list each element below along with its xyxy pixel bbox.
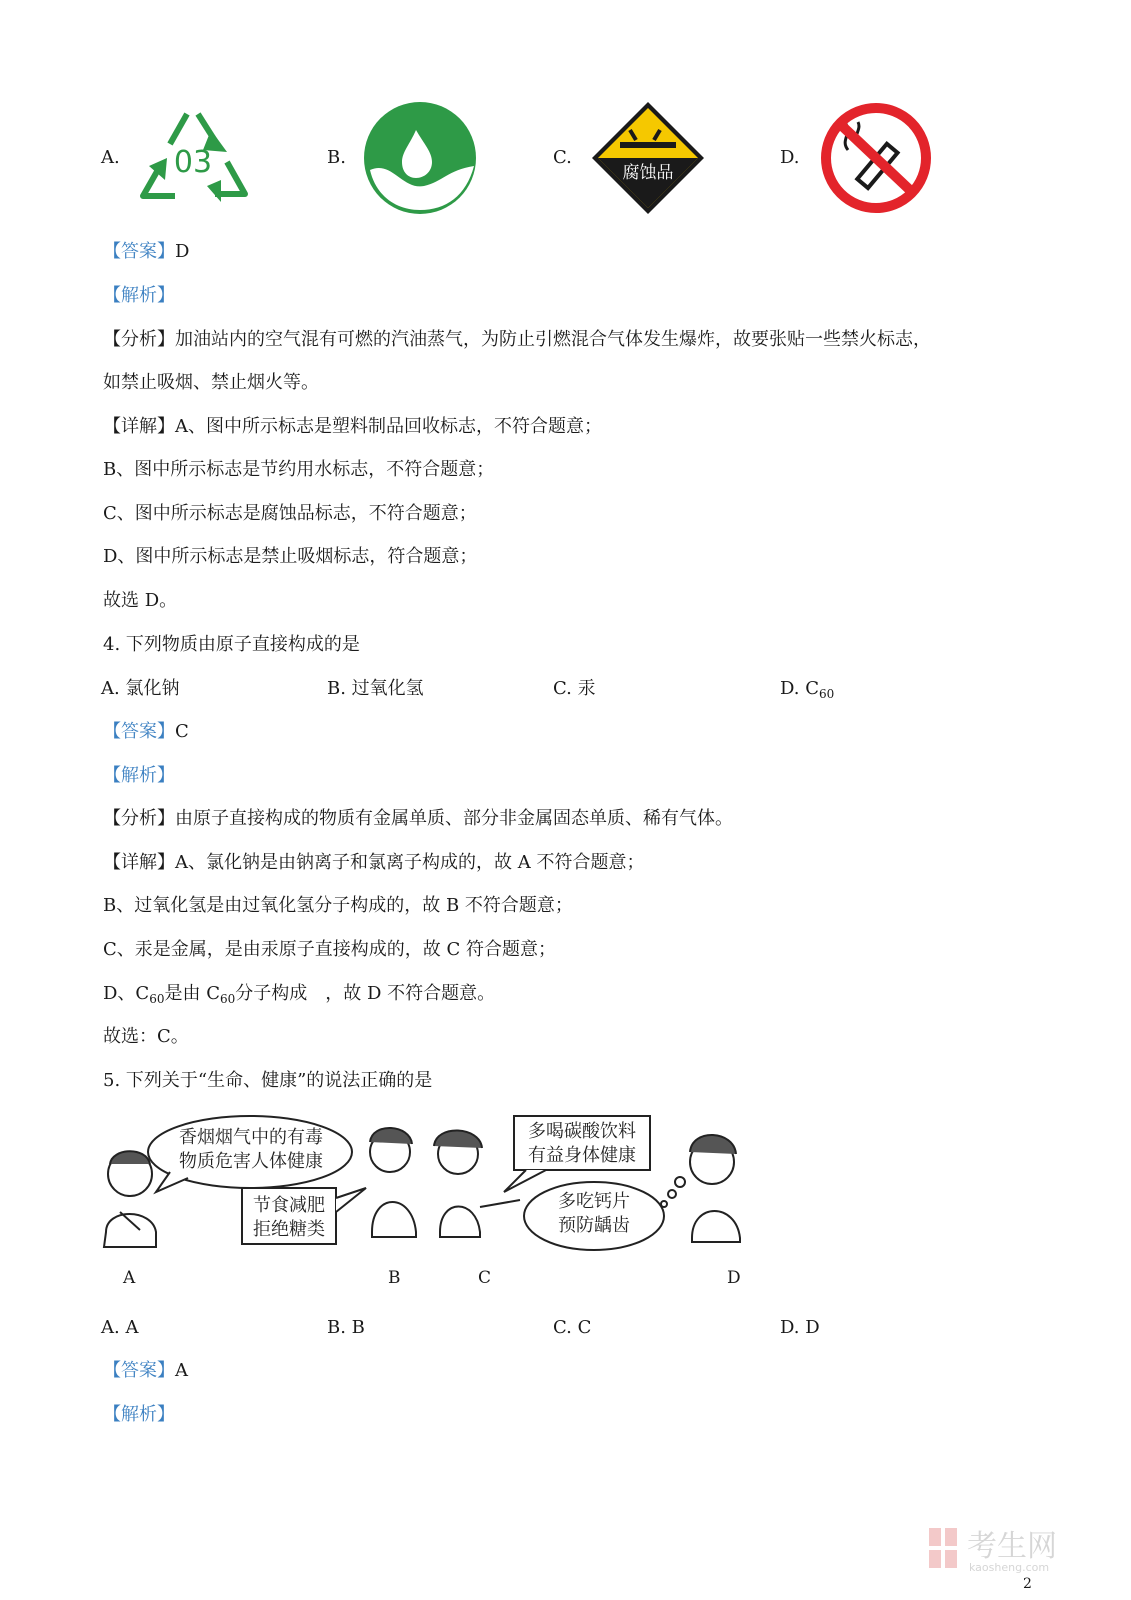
boy-b-figure (370, 1128, 416, 1237)
recycle-03-icon (135, 104, 250, 214)
q5-option-c: C. C (553, 1317, 592, 1338)
watermark-logo (927, 1524, 1087, 1578)
q3-analysis-line-2: 如禁止吸烟、禁止烟火等。 (103, 372, 319, 393)
page-number: 2 (1023, 1576, 1032, 1592)
q4-jiexi-heading: 【解析】 (103, 765, 175, 786)
corrosive-icon (590, 100, 706, 220)
svg-text:03: 03 (173, 145, 213, 180)
q5-option-a: A. A (101, 1317, 139, 1338)
q5-answer: 【答案】A (103, 1360, 188, 1381)
bubble-a-text: 香烟烟气中的有毒 物质危害人体健康 (179, 1127, 323, 1172)
q3-jiexi-heading: 【解析】 (103, 285, 175, 306)
caption-d: D (727, 1268, 741, 1288)
q3-detail-c: C、图中所示标志是腐蚀品标志，不符合题意； (103, 503, 477, 524)
q3-option-d-label: D. (780, 147, 800, 168)
bubble-c2-text: 多吃钙片 预防龋齿 (558, 1191, 630, 1236)
q5-option-b: B. B (327, 1317, 365, 1338)
q4-detail-d: D、$C_{60}$是由 $C_{60}$分子构成 ，故 D 不符合题意。 (103, 983, 496, 1006)
q3-option-c-label: C. (553, 147, 572, 168)
q3-conclusion: 故选 D。 (103, 590, 178, 611)
bubble-c1-text: 多喝碳酸饮料 有益身体健康 (528, 1121, 636, 1166)
q4-option-d: D. $C_{60}$ (780, 678, 835, 701)
q4-option-a: A. 氯化钠 (101, 678, 180, 699)
q4-analysis: 【分析】由原子直接构成的物质有金属单质、部分非金属固态单质、稀有气体。 (103, 808, 733, 829)
q4-option-b: B. 过氧化氢 (327, 678, 424, 699)
boy-d-figure (690, 1135, 740, 1242)
q3-detail-b: B、图中所示标志是节约用水标志，不符合题意； (103, 459, 495, 480)
svg-text:考生网: 考生网 (967, 1529, 1057, 1564)
q3-detail-d: D、图中所示标志是禁止吸烟标志，符合题意； (103, 546, 478, 567)
q3-analysis-line-1: 【分析】加油站内的空气混有可燃的汽油蒸气，为防止引燃混合气体发生爆炸，故要张贴一些禁火标志， (103, 329, 931, 350)
q3-answer: 【答案】D (103, 241, 190, 262)
q4-answer: 【答案】C (103, 721, 189, 742)
svg-text:kaosheng.com: kaosheng.com (969, 1561, 1050, 1574)
no-smoking-icon (818, 100, 934, 220)
water-saving-icon (362, 100, 478, 220)
q5-option-d: D. D (780, 1317, 820, 1338)
q4-option-c: C. 汞 (553, 678, 596, 699)
boy-a-figure (104, 1151, 156, 1247)
q5-stem: 5. 下列关于“生命、健康”的说法正确的是 (103, 1070, 433, 1091)
svg-text:腐蚀品: 腐蚀品 (622, 163, 674, 183)
q3-option-b-label: B. (327, 147, 346, 168)
q5-jiexi-heading: 【解析】 (103, 1404, 175, 1425)
q3-detail-a: 【详解】A、图中所示标志是塑料制品回收标志，不符合题意； (103, 416, 602, 437)
caption-a: A (123, 1268, 136, 1288)
q4-detail-a: 【详解】A、氯化钠是由钠离子和氯离子构成的，故 A 不符合题意； (103, 852, 645, 873)
girl-c-figure (434, 1130, 520, 1237)
q4-stem: 4. 下列物质由原子直接构成的是 (103, 634, 360, 655)
caption-b: B (388, 1268, 401, 1288)
q3-option-a-label: A. (101, 147, 120, 168)
bubble-b-text: 节食减肥 拒绝糖类 (253, 1195, 325, 1240)
q4-detail-c: C、汞是金属，是由汞原子直接构成的，故 C 符合题意； (103, 939, 556, 960)
caption-c: C (478, 1268, 492, 1288)
q4-detail-b: B、过氧化氢是由过氧化氢分子构成的，故 B 不符合题意； (103, 895, 573, 916)
q4-conclusion: 故选：C。 (103, 1026, 189, 1047)
